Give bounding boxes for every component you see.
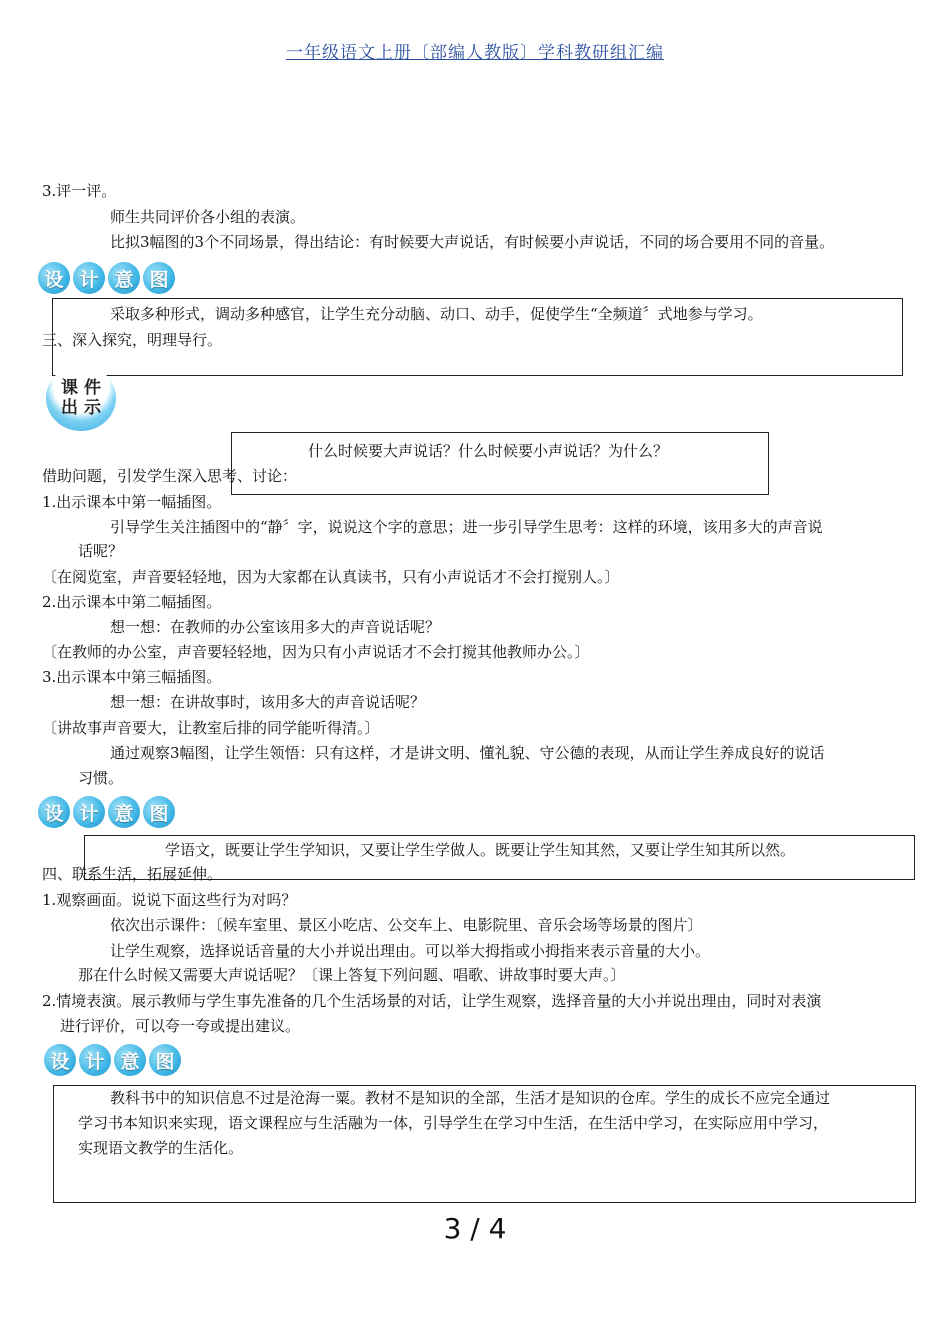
question-text: 什么时候要大声说话？什么时候要小声说话？为什么？ [308,442,669,460]
design-intent-text-3-line-1: 教科书中的知识信息不过是沧海一粟。教材不是知识的全部，生活才是知识的仓库。学生的成长不应完全通过 [110,1089,831,1107]
badge-char: 计 [79,1044,111,1076]
badge-char: 设 [38,796,70,828]
s2-item2-answer: 〔在教师的办公室，声音要轻轻地，因为只有小声说话才不会打搅其他教师办公。〕 [42,643,590,661]
design-intent-text-1: 采取多种形式，调动多种感官，让学生充分动脑、动口、动手，促使学生“全频道〞式地参与学习。 [110,305,763,323]
s2-lead: 借助问题，引发学生深入思考、讨论： [42,467,298,485]
s2-conclusion-a: 通过观察3幅图，让学生领悟：只有这样，才是讲文明、懂礼貌、守公德的表现，从而让学生养成良好的说话 [110,744,825,762]
badge-char: 图 [149,1044,181,1076]
badge-char: 意 [108,262,140,294]
s3-item2-text-b: 进行评价，可以夸一夸或提出建议。 [60,1017,301,1035]
badge-char: 设 [44,1044,76,1076]
s2-item3-answer: 〔讲故事声音要大，让教室后排的同学能听得清。〕 [42,719,380,737]
s1-paragraph-2: 比拟3幅图的3个不同场景，得出结论：有时候要大声说话，有时候要小声说话，不同的场合要用不同的音量。 [110,233,835,251]
design-intent-text-3-line-3: 实现语文教学的生活化。 [78,1139,244,1157]
page-number: 3 / 4 [443,1212,507,1245]
s3-item1-text-2: 让学生观察，选择说话音量的大小并说出理由。可以举大拇指或小拇指来表示音量的大小。 [110,942,711,960]
s3-item1-title: 1.观察画面。说说下面这些行为对吗？ [42,891,297,909]
s3-item1-text-3: 那在什么时候又需要大声说话呢？〔课上答复下列问题、唱歌、讲故事时要大声。〕 [78,966,626,984]
s2-item1-text-a: 引导学生关注插图中的“静〞字，说说这个字的意思；进一步引导学生思考：这样的环境，该用多大的声音说 [110,518,823,536]
document-header: 一年级语文上册〔部编人教版〕学科教研组汇编 [286,43,664,63]
s3-item1-text-1: 依次出示课件：〔候车室里、景区小吃店、公交车上、电影院里、音乐会场等场景的图片〕 [110,916,703,934]
s2-item1-text-b: 话呢？ [78,542,124,560]
s2-item2-title: 2.出示课本中第二幅插图。 [42,593,222,611]
badge-char: 意 [114,1044,146,1076]
s1-heading: 3.评一评。 [42,182,117,200]
badge-char: 设 [38,262,70,294]
s2-heading: 三、深入探究，明理导行。 [42,331,223,349]
s3-item2-text-a: 2.情境表演。展示教师与学生事先准备的几个生活场景的对话，让学生观察，选择音量的大小并说出理由，同时对表演 [42,992,822,1010]
design-intent-badge-3 [44,1044,181,1076]
s2-item1-answer: 〔在阅览室，声音要轻轻地，因为大家都在认真读书，只有小声说话才不会打搅别人。〕 [42,568,620,586]
badge-char: 意 [108,796,140,828]
badge-char: 图 [143,796,175,828]
s2-item3-title: 3.出示课本中第三幅插图。 [42,668,222,686]
design-intent-badge-1 [38,262,175,294]
badge-char: 计 [73,262,105,294]
s2-conclusion-b: 习惯。 [78,769,124,787]
design-intent-text-2: 学语文，既要让学生学知识，又要让学生学做人。既要让学生知其然，又要让学生知其所以然。 [165,841,796,859]
design-intent-text-3-line-2: 学习书本知识来实现，语文课程应与生活融为一体，引导学生在学习中生活，在生活中学习，在实际应用中学习， [78,1114,829,1132]
design-intent-badge-2 [38,796,175,828]
s2-item3-text: 想一想：在讲故事时，该用多大的声音说话呢？ [110,693,426,711]
s3-heading: 四、联系生活，拓展延伸。 [42,865,223,883]
s2-item1-title: 1.出示课本中第一幅插图。 [42,493,222,511]
s2-item2-text: 想一想：在教师的办公室该用多大的声音说话呢？ [110,618,441,636]
courseware-badge: 课 件 出 示 [46,365,116,431]
badge-char: 计 [73,796,105,828]
s1-paragraph-1: 师生共同评价各小组的表演。 [110,208,306,226]
badge-char: 图 [143,262,175,294]
